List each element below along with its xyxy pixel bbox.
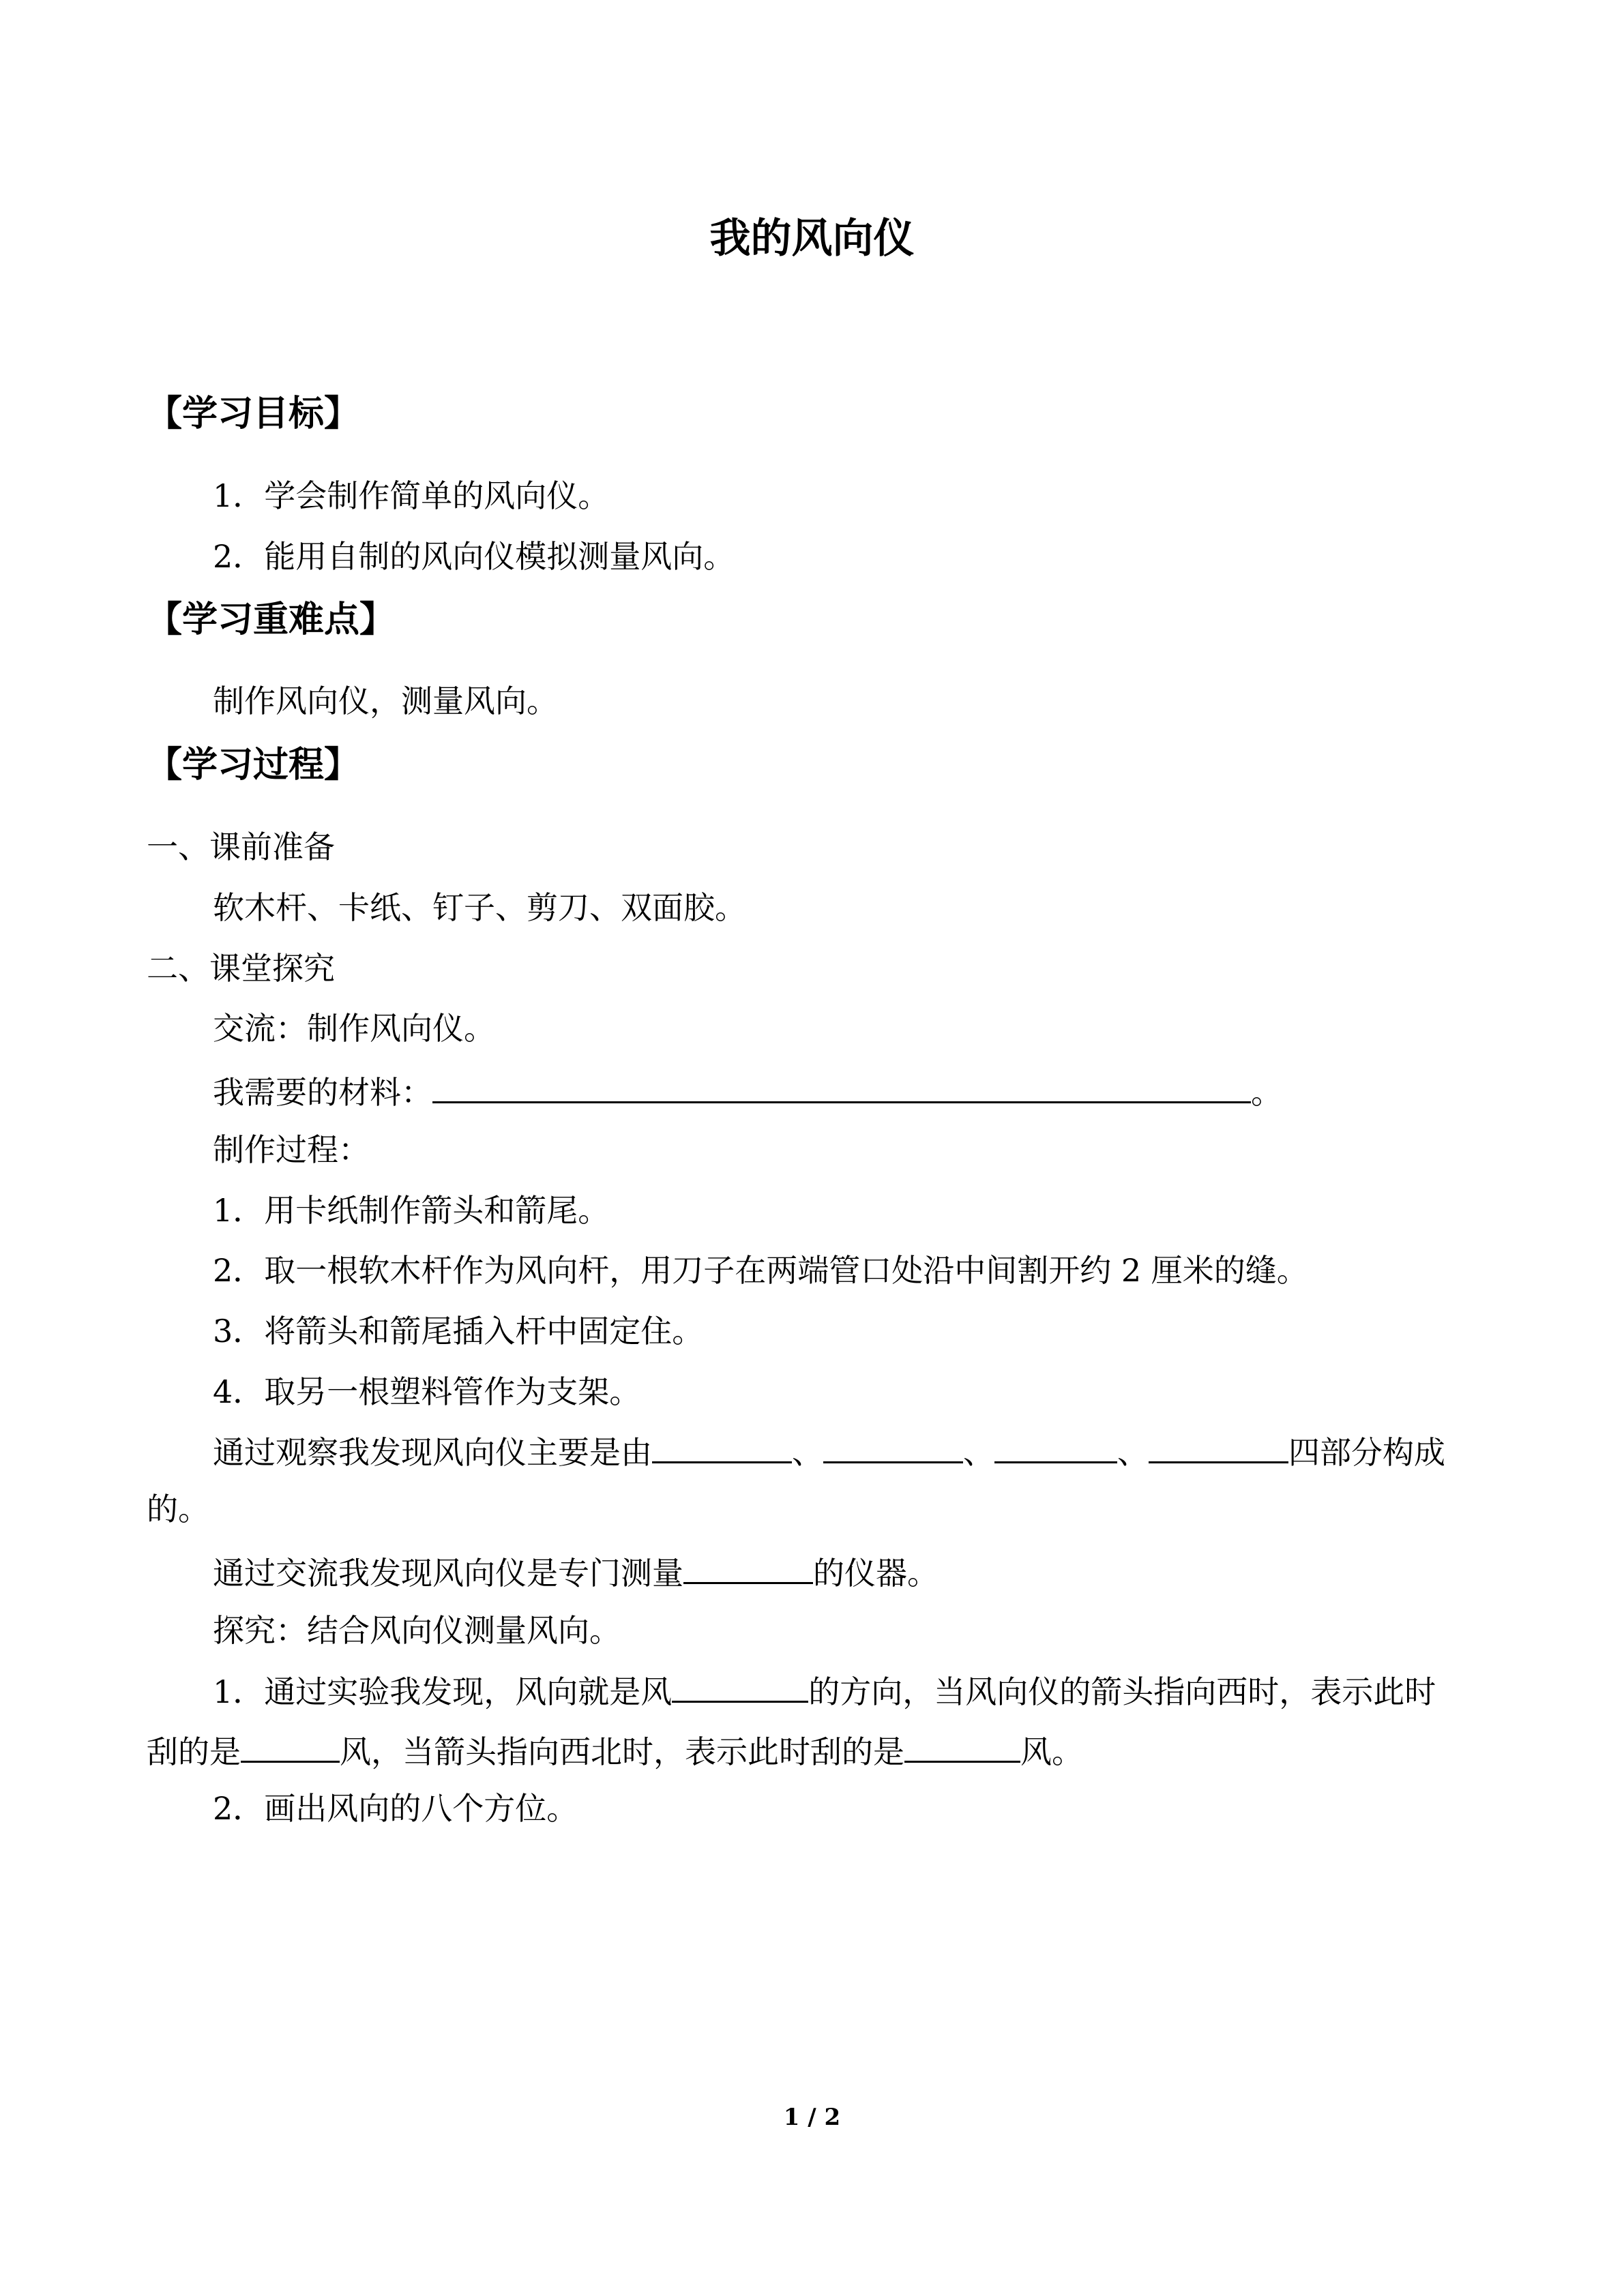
separator: 、: [1117, 1434, 1149, 1471]
part-blank-1[interactable]: [652, 1429, 792, 1463]
materials-blank[interactable]: [432, 1069, 1251, 1103]
page-title: 我的风向仪: [709, 215, 915, 263]
separator: 、: [792, 1434, 823, 1471]
west-wind-blank[interactable]: [241, 1728, 340, 1763]
key-points-text: 制作风向仪，测量风向。: [213, 683, 558, 719]
question-1-line-1: [213, 1668, 1436, 1712]
step-1: 1．用卡纸制作箭头和箭尾。: [213, 1192, 610, 1229]
step-3: 3．将箭头和箭尾插入杆中固定住。: [213, 1313, 704, 1350]
materials-period: 。: [1251, 1074, 1282, 1111]
q1-mid: 的方向，当风向仪的箭头指向西时，表示此时: [808, 1673, 1436, 1710]
page-number: 1 / 2: [783, 2104, 841, 2131]
q1-line2-suffix: 风。: [1020, 1733, 1083, 1770]
observe-suffix: 四部分构成: [1288, 1434, 1445, 1471]
part-blank-4[interactable]: [1149, 1429, 1288, 1463]
goals-heading: 【学习目标】: [147, 393, 360, 434]
materials-label: 我需要的材料：: [213, 1074, 432, 1111]
prep-text: 软木杆、卡纸、钉子、剪刀、双面胶。: [213, 889, 746, 926]
exchange-text: 交流：制作风向仪。: [213, 1010, 495, 1047]
part-blank-2[interactable]: [823, 1429, 963, 1463]
steps-label: 制作过程：: [213, 1131, 370, 1168]
inquiry-text: 探究：结合风向仪测量风向。: [213, 1612, 621, 1649]
observe-end: 的。: [147, 1491, 209, 1527]
q1-line2-mid: 风，当箭头指向西北时，表示此时刮的是: [340, 1733, 904, 1770]
key-points-heading: 【学习重难点】: [147, 599, 396, 640]
purpose-blank[interactable]: [683, 1549, 813, 1584]
observe-prefix: 通过观察我发现风向仪主要是由: [213, 1434, 652, 1471]
question-2: 2．画出风向的八个方位。: [213, 1790, 578, 1827]
materials-line: [213, 1069, 1282, 1113]
separator: 、: [963, 1434, 994, 1471]
part-blank-3[interactable]: [994, 1429, 1117, 1463]
explore-title: 二、课堂探究: [147, 950, 335, 987]
q1-line2-prefix: 刮的是: [147, 1733, 241, 1770]
step-2: 2．取一根软木杆作为风向杆，用刀子在两端管口处沿中间割开约 2 厘米的缝。: [213, 1252, 1308, 1289]
process-heading: 【学习过程】: [147, 745, 360, 786]
question-1-line-2: [147, 1728, 1083, 1772]
purpose-suffix: 的仪器。: [813, 1555, 939, 1592]
prep-title: 一、课前准备: [147, 829, 335, 865]
observe-line: [213, 1429, 1445, 1473]
q1-prefix: 1．通过实验我发现，风向就是风: [213, 1673, 673, 1710]
step-4: 4．取另一根塑料管作为支架。: [213, 1373, 641, 1410]
purpose-prefix: 通过交流我发现风向仪是专门测量: [213, 1555, 683, 1592]
goal-item-1: 1．学会制作简单的风向仪。: [213, 477, 610, 514]
northwest-wind-blank[interactable]: [904, 1728, 1020, 1763]
purpose-line: [213, 1549, 939, 1594]
goal-item-2: 2．能用自制的风向仪模拟测量风向。: [213, 538, 735, 575]
wind-direction-blank[interactable]: [672, 1668, 808, 1703]
